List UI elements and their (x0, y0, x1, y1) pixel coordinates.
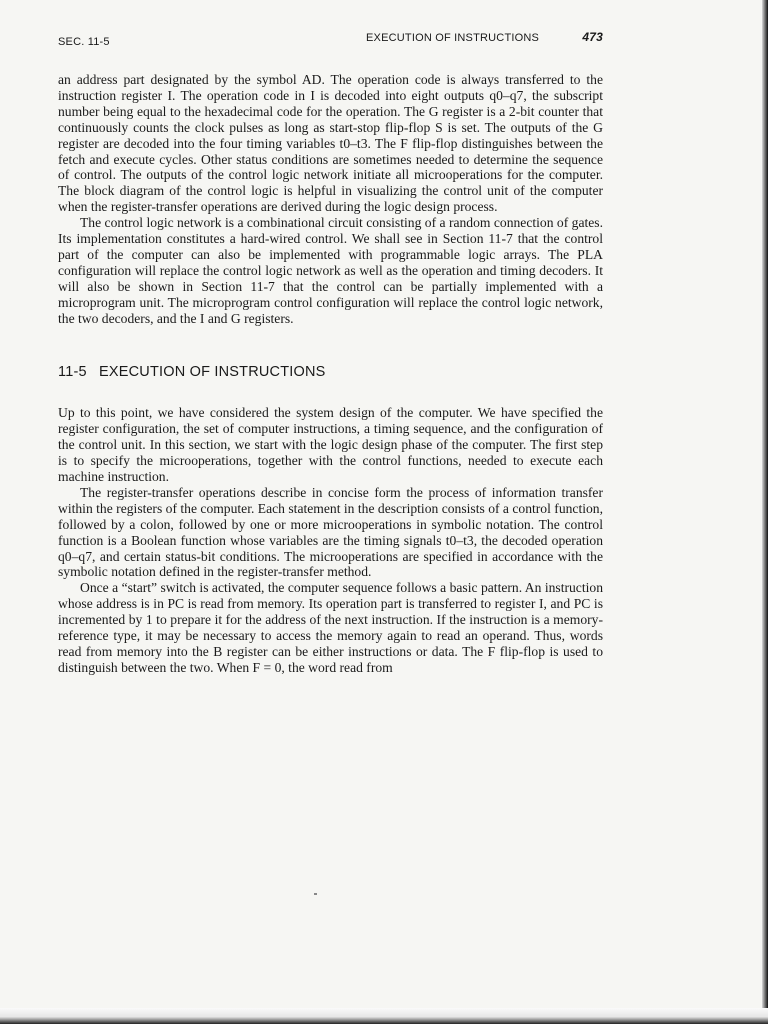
page-header (58, 30, 603, 48)
scan-speck (314, 893, 317, 895)
paragraph: The control logic network is a combinational circuit consisting of a random connection of gates. Its implementation constitutes a hard-wired control. We shall see in Section 11-7 that the control part of the computer can also be implemented with programmable logic arrays. The PLA configuration will replace the control logic network as well as the operation and timing decoders. It will also be shown in Section 11-7 that the control can be partially implemented with a microprogram unit. The microprogram control configuration will replace the control logic network, the two decoders, and the I and G registers. (58, 215, 603, 326)
paragraph: Up to this point, we have considered the system design of the computer. We have specified the register configuration, the set of computer instructions, a timing sequence, and the configuration of the control unit. In this section, we start with the logic design phase of the computer. The first step is to specify the microoperations, together with the control functions, needed to execute each machine instruction. (58, 405, 603, 485)
page-number: 473 (582, 30, 603, 44)
section-heading-number: 11-5 (58, 363, 87, 380)
scan-edge-shadow (762, 0, 768, 1024)
section-heading (58, 365, 603, 381)
page-body (58, 72, 603, 676)
running-title: EXECUTION OF INSTRUCTIONS (366, 32, 540, 44)
scan-bottom-shadow (0, 1008, 768, 1024)
paragraph: an address part designated by the symbol AD. The operation code is always transferred to the instruction register I. The operation code in I is decoded into eight outputs q0–q7, the subscript number being equal to the hexadecimal code for the operation. The G register is a 2-bit counter that continuously counts the clock pulses as long as start-stop flip-flop S is set. The outputs of the G register are decoded into the four timing variables t0–t3. The F flip-flop distinguishes between the fetch and execute cycles. Other status conditions are sometimes needed to determine the sequence of control. The outputs of the control logic network initiate all microoperations for the computer. The block diagram of the control logic is helpful in visualizing the control unit of the computer when the register-transfer operations are derived during the logic design process. (58, 72, 603, 215)
section-heading-title: EXECUTION OF INSTRUCTIONS (98, 363, 326, 380)
section-label: SEC. 11-5 (58, 36, 110, 48)
paragraph: The register-transfer operations describe in concise form the process of information transfer within the registers of the computer. Each statement in the description consists of a control function, followed by a colon, followed by one or more microoperations in symbolic notation. The control function is a Boolean function whose variables are the timing signals t0–t3, the decoded operation q0–q7, and certain status-bit conditions. The microoperations are specified in accordance with the symbolic notation defined in the register-transfer method. (58, 484, 603, 580)
paragraph: Once a “start” switch is activated, the computer sequence follows a basic pattern. An instruction whose address is in PC is read from memory. Its operation part is transferred to register I, and PC is incremented by 1 to prepare it for the address of the next instruction. If the instruction is a memory-reference type, it may be necessary to access the memory again to read an operand. Thus, words read from memory into the B register can be either instructions or data. The F flip-flop is used to distinguish between the two. When F = 0, the word read from (58, 580, 603, 675)
